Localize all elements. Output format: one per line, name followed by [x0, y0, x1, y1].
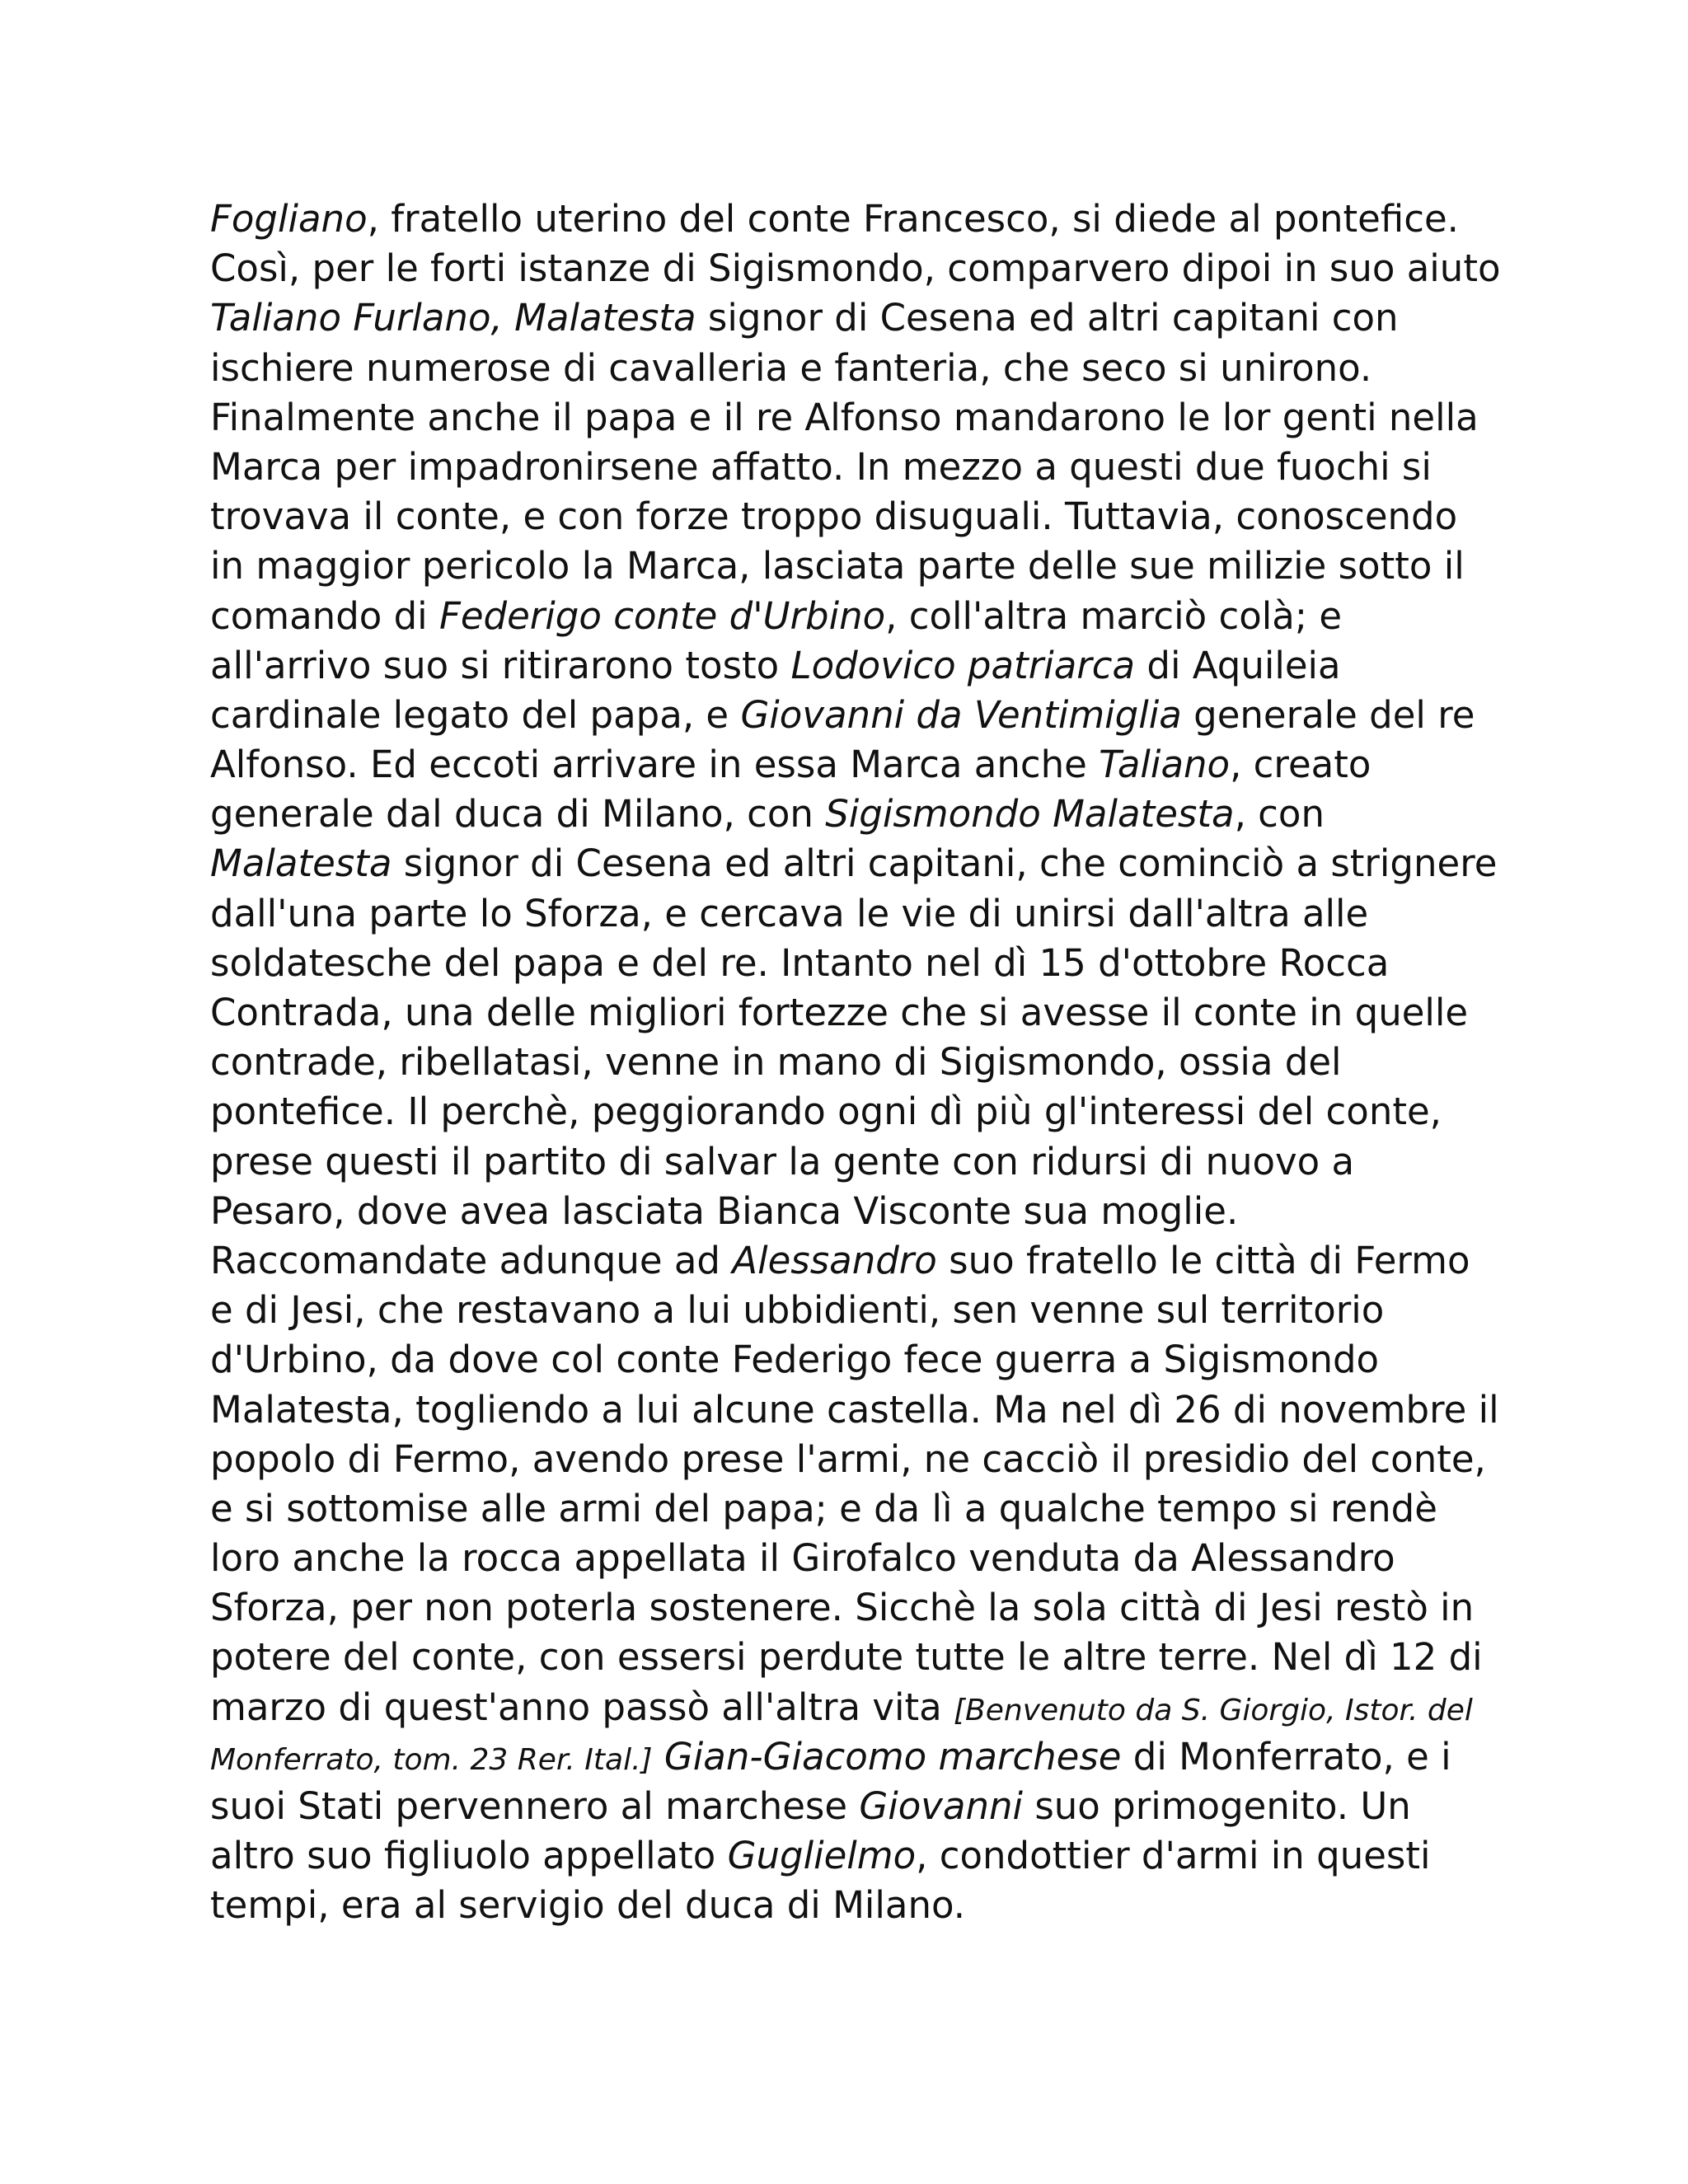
text-segment: in maggior pericolo la Marca, lasciata parte delle sue milizie sotto il [210, 544, 1465, 588]
text-line [210, 492, 1496, 541]
italic-name: Taliano [1099, 743, 1231, 787]
text-segment: Malatesta, togliendo a lui alcune castella. Ma nel dì 26 di novembre il [210, 1387, 1499, 1432]
text-line [210, 939, 1496, 988]
text-segment: contrade, ribellatasi, venne in mano di Sigismondo, ossia del [210, 1040, 1342, 1085]
text-line [210, 293, 1496, 343]
italic-name: Guglielmo [727, 1834, 917, 1878]
text-segment: e di Jesi, che restavano a lui ubbidienti, sen venne sul territorio [210, 1288, 1385, 1333]
text-line [210, 1732, 1496, 1782]
text-line [210, 1236, 1496, 1286]
text-segment: marzo di quest'anno passò all'altra vita [210, 1685, 954, 1729]
text-segment: prese questi il partito di salvar la gente con ridursi di nuovo a [210, 1139, 1355, 1183]
text-line [210, 839, 1496, 888]
text-line [210, 1038, 1496, 1087]
text-line [210, 393, 1496, 443]
text-line [210, 1881, 1496, 1930]
text-segment: , con [1234, 792, 1325, 837]
text-line [210, 194, 1496, 244]
italic-name: Taliano Furlano, Malatesta [210, 296, 696, 340]
text-line [210, 988, 1496, 1038]
text-segment: potere del conte, con essersi perdute tutte le altre terre. Nel dì 12 di [210, 1635, 1483, 1680]
citation-reference: [Benvenuto da S. Giorgio, Istor. del [954, 1693, 1473, 1727]
text-line [210, 244, 1501, 293]
text-segment: Marca per impadronirsene affatto. In mezzo a questi due fuochi si [210, 444, 1432, 489]
text-segment: di Monferrato, e i [1121, 1734, 1451, 1779]
text-line [210, 1087, 1496, 1137]
text-line [210, 1583, 1496, 1633]
text-line [210, 1534, 1496, 1583]
text-segment [653, 1735, 664, 1779]
text-segment: Così, per le forti istanze di Sigismondo, comparvero dipoi in suo aiuto [210, 246, 1501, 291]
text-segment: Pesaro, dove avea lasciata Bianca Visconte sua moglie. [210, 1188, 1239, 1233]
text-line [210, 1335, 1496, 1385]
italic-name: Fogliano [210, 197, 368, 241]
italic-name: Gian-Giacomo marchese [663, 1734, 1122, 1779]
text-segment: di Aquileia [1135, 643, 1341, 687]
italic-name: Malatesta [210, 841, 392, 886]
text-line [210, 1683, 1496, 1732]
text-line [210, 1187, 1496, 1236]
text-segment: , fratello uterino del conte Francesco, si diede al pontefice. [367, 197, 1459, 241]
text-segment: Contrada, una delle migliori fortezze che si avesse il conte in quelle [210, 991, 1469, 1034]
text-segment: Alfonso. Ed eccoti arrivare in essa Marca anche [210, 743, 1100, 787]
text-line [210, 1435, 1496, 1484]
text-line [210, 1484, 1496, 1534]
text-segment: all'arrivo suo si ritirarono tosto [210, 643, 791, 687]
text-segment: Finalmente anche il papa e il re Alfonso mandarono le lor genti nella [210, 395, 1479, 439]
text-segment: generale del re [1181, 692, 1475, 737]
text-segment: suo fratello le città di Fermo [936, 1238, 1470, 1282]
text-segment: tempi, era al servigio del duca di Milano. [210, 1883, 966, 1928]
text-segment: e si sottomise alle armi del papa; e da lì a qualche tempo si rendè [210, 1486, 1437, 1530]
italic-name: Giovanni [859, 1784, 1024, 1828]
text-line [210, 1633, 1496, 1682]
italic-name: Lodovico patriarca [790, 643, 1136, 687]
text-segment: , coll'altra marciò colà; e [885, 593, 1343, 638]
text-line [210, 443, 1496, 492]
text-segment: pontefice. Il perchè, peggiorando ogni dì più gl'interessi del conte, [210, 1090, 1442, 1134]
text-line [210, 740, 1496, 790]
text-segment: Sforza, per non poterla sostenere. Sicchè la sola città di Jesi restò in [210, 1586, 1475, 1630]
text-segment: loro anche la rocca appellata il Girofalco venduta da Alessandro [210, 1536, 1395, 1581]
text-line [210, 1782, 1496, 1831]
text-segment: trovava il conte, e con forze troppo disuguali. Tuttavia, conoscendo [210, 494, 1458, 539]
text-segment: ischiere numerose di cavalleria e fanteria, che seco si unirono. [210, 345, 1372, 390]
text-segment: signor di Cesena ed altri capitani con [696, 296, 1399, 340]
text-line [210, 344, 1496, 393]
text-segment: suoi Stati pervennero al marchese [210, 1784, 860, 1828]
italic-name: Federigo conte d'Urbino [438, 593, 886, 638]
text-segment: generale dal duca di Milano, con [210, 792, 826, 837]
text-segment: Raccomandate adunque ad [210, 1238, 733, 1282]
text-segment: dall'una parte lo Sforza, e cercava le vie di unirsi dall'altra alle [210, 891, 1369, 935]
italic-name: Sigismondo Malatesta [825, 792, 1235, 837]
text-segment: suo primogenito. Un [1023, 1784, 1411, 1828]
text-segment: cardinale legato del papa, e [210, 692, 741, 737]
text-segment: altro suo figliuolo appellato [210, 1834, 728, 1878]
italic-name: Giovanni da Ventimiglia [740, 692, 1182, 737]
text-segment: popolo di Fermo, avendo prese l'armi, ne cacciò il presidio del conte, [210, 1436, 1486, 1481]
text-line [210, 1137, 1496, 1187]
text-line [210, 592, 1496, 641]
text-segment: signor di Cesena ed altri capitani, che cominciò a strignere [392, 841, 1498, 886]
text-segment: , creato [1230, 743, 1372, 787]
italic-name: Alessandro [732, 1238, 937, 1282]
text-line [210, 641, 1496, 691]
text-segment: , condottier d'armi in questi [916, 1834, 1431, 1878]
text-line [210, 1286, 1496, 1335]
text-line [210, 790, 1496, 839]
text-line [210, 1385, 1499, 1435]
text-line [210, 1831, 1496, 1881]
body-text [210, 194, 1501, 1931]
text-line [210, 691, 1496, 740]
text-segment: soldatesche del papa e del re. Intanto nel dì 15 d'ottobre Rocca [210, 940, 1390, 985]
citation-reference: Monferrato, tom. 23 Rer. Ital.] [210, 1742, 653, 1777]
text-line [210, 541, 1496, 591]
text-line [210, 889, 1496, 939]
text-segment: comando di [210, 593, 439, 638]
text-segment: d'Urbino, da dove col conte Federigo fece guerra a Sigismondo [210, 1338, 1380, 1382]
